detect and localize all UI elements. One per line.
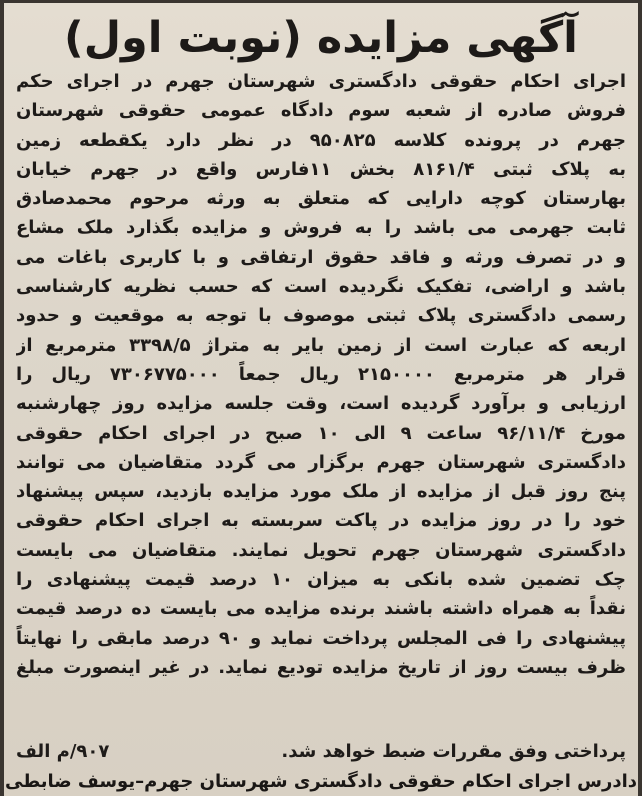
body-line: بهارستان کوچه دارایی که متعلق به ورثه مرحوم محمدصادق (16, 188, 626, 210)
body-line: خود را در روز مزایده در پاکت سربسته به اجرای احکام حقوقی (16, 510, 626, 532)
body-line: چک تضمین شده بانکی به میزان ۱۰ درصد قیمت پیشنهادی را (16, 569, 626, 591)
body-line: ثابت جهرمی می باشد را به فروش و مزایده بگذارد ملک مشاع (16, 217, 626, 239)
body-line: دادگستری شهرستان جهرم تحویل نمایند. متقاضیان می بایست (16, 539, 626, 561)
body-line: قرار هر مترمربع ۲۱۵۰۰۰۰ ریال جمعاً ۷۳۰۶۷۷۵۰۰۰ ریال را (16, 363, 626, 385)
body-line: باشد و اراضی، تفکیک نگردیده است که حسب نظریه کارشناسی (16, 276, 626, 298)
closing-line: پرداختی وفق مقررات ضبط خواهد شد. (281, 740, 626, 762)
body-line: پیشنهادی را فی المجلس پرداخت نماید و ۹۰ درصد مابقی را نهایتاً (16, 627, 626, 649)
body-line: رسمی دادگستری پلاک ثبتی موصوف با توجه به موقعیت و حدود (16, 305, 626, 327)
body-line: دادگستری شهرستان جهرم برگزار می گردد متقاضیان می توانند (16, 451, 626, 473)
body-line: فروش صادره از شعبه سوم دادگاه عمومی حقوقی شهرستان (16, 100, 626, 122)
notice-header (4, 7, 638, 69)
body-line: پنج روز قبل از مزایده از ملک مورد مزایده بازدید، سپس پیشنهاد (16, 481, 626, 503)
body-line: و در تصرف ورثه و فاقد حقوق ارتفاقی و با کاربری باغات می (16, 246, 626, 268)
body-line: جهرم در پرونده کلاسه ۹۵۰۸۲۵ در نظر دارد یکقطعه زمین (16, 129, 626, 151)
reference-code: ۹۰۷/م الف (16, 740, 110, 762)
body-line: اربعه که عبارت است از زمین بایر به متراژ ۳۳۹۸/۵ مترمربع از (16, 334, 626, 356)
notice-body (16, 67, 626, 682)
notice-title: آگهی مزایده (نوبت اول) (64, 12, 578, 63)
closing-row (16, 737, 626, 765)
body-line: نقداً به همراه داشته باشند برنده مزایده می بایست ده درصد قیمت (16, 598, 626, 620)
body-line: ظرف بیست روز از تاریخ مزایده تودیع نماید. در غیر اینصورت مبلغ (16, 656, 626, 678)
body-line: مورخ ۹۶/۱۱/۴ ساعت ۹ الی ۱۰ صبح در اجرای احکام حقوقی (16, 422, 626, 444)
signature-line: دادرس اجرای احکام حقوقی دادگستری شهرستان جهرم–یوسف ضابطی (5, 770, 637, 792)
body-line: اجرای احکام حقوقی دادگستری شهرستان جهرم در اجرای حکم (16, 71, 626, 92)
body-line: ارزیابی و برآورد گردیده است، وقت جلسه مزایده روز چهارشنبه (16, 393, 626, 415)
body-line: به پلاک ثبتی ۸۱۶۱/۴ بخش ۱۱فارس واقع در جهرم خیابان (16, 158, 626, 180)
